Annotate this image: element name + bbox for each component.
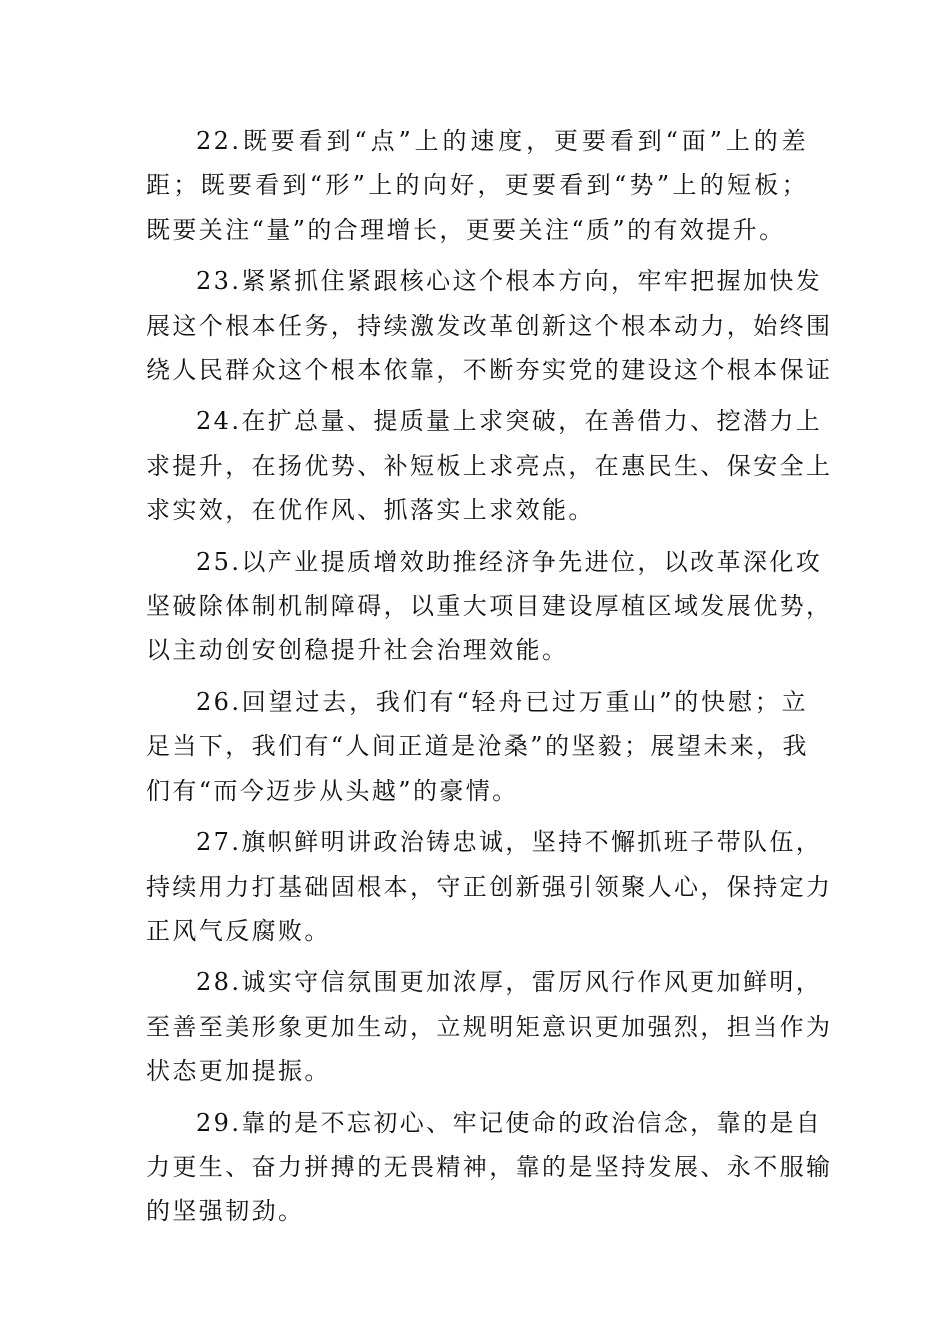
paragraph-line: 足当下，我们有“人间正道是沧桑”的坚毅；展望未来，我 <box>146 732 809 761</box>
paragraph-26 <box>146 680 808 813</box>
paragraph-line: 状态更加提振。 <box>146 1057 331 1086</box>
paragraph-line: 26.回望过去，我们有“轻舟已过万重山”的快慰；立 <box>196 687 808 716</box>
paragraph-line: 坚破除体制机制障碍，以重大项目建设厚植区域发展优势， <box>146 592 833 621</box>
paragraph-24 <box>146 399 833 532</box>
paragraph-line: 距；既要看到“形”上的向好，更要看到“势”上的短板； <box>146 171 808 200</box>
paragraph-28 <box>146 960 833 1093</box>
paragraph-27 <box>146 820 833 953</box>
paragraph-line: 22.既要看到“点”上的速度，更要看到“面”上的差 <box>196 127 808 155</box>
paragraph-line: 23.紧紧抓住紧跟核心这个根本方向，牢牢把握加快发 <box>196 267 823 296</box>
paragraph-line: 求实效，在优作风、抓落实上求效能。 <box>146 496 595 525</box>
paragraph-line: 持续用力打基础固根本，守正创新强引领聚人心，保持定力 <box>146 872 833 901</box>
paragraph-line: 展这个根本任务，持续激发改革创新这个根本动力，始终围 <box>146 311 833 340</box>
paragraph-25 <box>146 540 833 673</box>
paragraph-line: 以主动创安创稳提升社会治理效能。 <box>146 636 569 665</box>
document-body <box>146 119 833 1241</box>
paragraph-line: 29.靠的是不忘初心、牢记使命的政治信念，靠的是自 <box>196 1108 823 1137</box>
paragraph-line: 24.在扩总量、提质量上求突破，在善借力、挖潜力上 <box>196 407 823 436</box>
paragraph-line: 27.旗帜鲜明讲政治铸忠诚，坚持不懈抓班子带队伍， <box>196 828 823 857</box>
paragraph-line: 25.以产业提质增效助推经济争先进位，以改革深化攻 <box>196 547 823 576</box>
paragraph-line: 求提升，在扬优势、补短板上求亮点，在惠民生、保安全上 <box>146 451 833 480</box>
paragraph-line: 28.诚实守信氛围更加浓厚，雷厉风行作风更加鲜明， <box>196 968 823 997</box>
paragraph-line: 绕人民群众这个根本依靠，不断夯实党的建设这个根本保证 <box>146 356 833 385</box>
paragraph-line: 们有“而今迈步从头越”的豪情。 <box>146 776 519 805</box>
paragraph-22 <box>146 119 808 252</box>
paragraph-line: 既要关注“量”的合理增长，更要关注“质”的有效提升。 <box>146 215 786 244</box>
paragraph-29 <box>146 1101 833 1234</box>
paragraph-line: 力更生、奋力拼搏的无畏精神，靠的是坚持发展、永不服输 <box>146 1152 833 1181</box>
paragraph-line: 至善至美形象更加生动，立规明矩意识更加强烈，担当作为 <box>146 1012 833 1041</box>
paragraph-line: 正风气反腐败。 <box>146 916 331 945</box>
paragraph-23 <box>146 259 833 392</box>
paragraph-line: 的坚强韧劲。 <box>146 1197 305 1226</box>
